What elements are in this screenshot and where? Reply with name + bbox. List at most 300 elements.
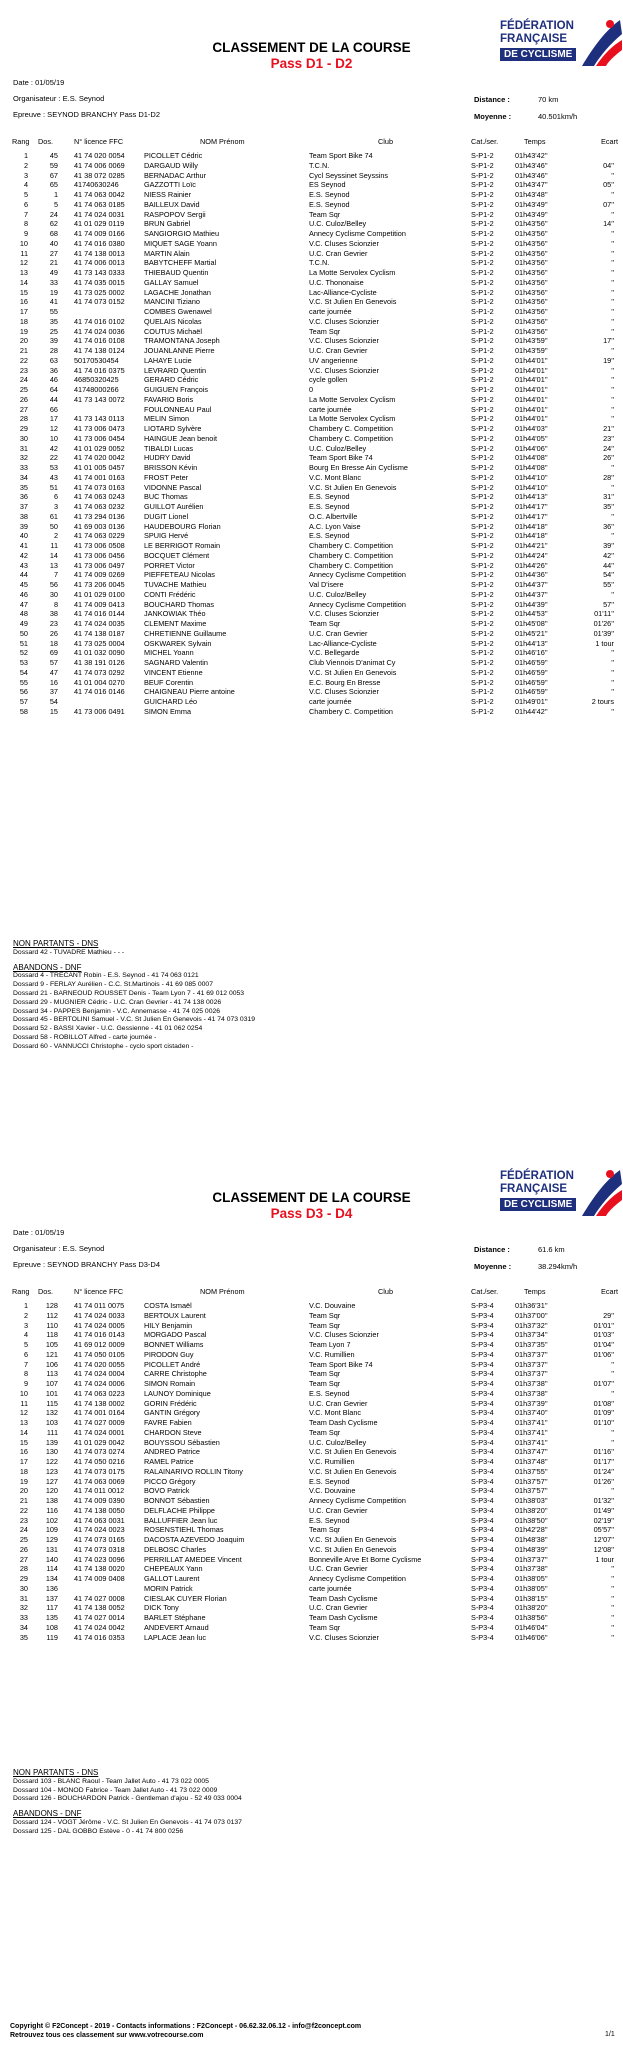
results-rows	[12, 1301, 620, 1642]
cell-time: 01h37'37''	[515, 1349, 548, 1359]
table-row	[12, 609, 620, 619]
cell-time: 01h37'35''	[515, 1340, 548, 1349]
table-row	[12, 551, 620, 561]
cell-time: 01h44'10''	[515, 472, 548, 482]
cell-time: 01h44'03''	[515, 424, 548, 433]
cell-rang: 12	[19, 258, 28, 268]
logo-badge: DE CYCLISME	[500, 1198, 576, 1211]
logo-line1: FÉDÉRATION	[500, 1170, 574, 1182]
cell-name: DELFLACHE Philippe	[144, 1505, 215, 1515]
table-row	[12, 668, 620, 678]
cell-category: S-P1-2	[471, 687, 494, 697]
cell-club: Annecy Cyclisme Competition	[309, 570, 406, 580]
cell-rang: 29	[19, 424, 28, 433]
cell-name: VINCENT Etienne	[144, 667, 203, 677]
cell-club: Chambery C. Competition	[309, 560, 393, 570]
table-row	[12, 190, 620, 200]
cell-gap: 44''	[603, 560, 614, 570]
cell-time: 01h37'32''	[515, 1320, 548, 1330]
cell-licence: 41 74 063 0042	[74, 190, 125, 199]
cell-time: 01h43'56''	[515, 258, 548, 268]
cell-gap: ''	[611, 190, 614, 199]
cell-gap: 29''	[603, 1310, 614, 1320]
cell-category: S-P1-2	[471, 706, 494, 716]
cell-club: V.C. Cluses Scionzier	[309, 365, 379, 375]
cell-dossard: 59	[49, 160, 58, 170]
table-row	[12, 1486, 620, 1496]
cell-licence: 41 74 138 0013	[74, 248, 125, 258]
cell-rang: 57	[19, 697, 28, 706]
cell-category: S-P1-2	[471, 580, 494, 589]
cell-club: carte journée	[309, 1583, 352, 1593]
table-row	[12, 1408, 620, 1418]
cell-time: 01h38'05''	[515, 1574, 548, 1583]
cell-time: 01h45'21''	[515, 628, 548, 638]
cell-time: 01h46'59''	[515, 687, 548, 697]
cell-dossard: 127	[45, 1476, 58, 1486]
cell-gap: 02'19''	[593, 1515, 614, 1525]
cell-gap: 17''	[603, 336, 614, 346]
cell-gap: 12'08''	[593, 1544, 614, 1554]
table-row	[12, 434, 620, 444]
cell-gap: ''	[611, 385, 614, 394]
cell-category: S-P3-4	[471, 1466, 494, 1476]
cell-licence: 41 74 020 0055	[74, 1359, 125, 1369]
cell-category: S-P3-4	[471, 1398, 494, 1408]
cell-name: RAMEL Patrice	[144, 1457, 194, 1466]
table-row	[12, 678, 620, 688]
cell-club: Team Sport Bike 74	[309, 1359, 373, 1369]
cell-gap: 04''	[603, 160, 614, 170]
cell-name: COMBES Gwenawel	[144, 307, 212, 316]
cell-dossard: 42	[49, 443, 58, 453]
table-row	[12, 151, 620, 161]
cell-time: 01h44'53''	[515, 609, 548, 619]
cell-licence: 41 73 006 0454	[74, 433, 125, 443]
dnf-title: ABANDONS - DNF	[13, 962, 82, 972]
cell-club: Team Sqr	[309, 1622, 341, 1632]
cell-name: DUGIT Lionel	[144, 511, 189, 521]
cell-dossard: 14	[49, 550, 58, 560]
table-row	[12, 307, 620, 317]
cell-licence: 41 38 191 0126	[74, 658, 125, 667]
cell-name: GERARD Cédric	[144, 375, 199, 385]
table-row	[12, 1350, 620, 1360]
cell-licence: 41 74 073 0274	[74, 1447, 125, 1457]
table-row	[12, 658, 620, 668]
cell-club: V.C. Cluses Scionzier	[309, 336, 379, 346]
cell-rang: 15	[19, 287, 28, 297]
cell-gap: 01'26''	[593, 619, 614, 628]
cell-club: E.S. Seynod	[309, 531, 350, 541]
table-row	[12, 1574, 620, 1584]
cell-time: 01h44'18''	[515, 531, 548, 541]
race-date: Date : 01/05/19	[13, 1228, 65, 1237]
cell-dossard: 51	[49, 482, 58, 492]
cell-rang: 21	[19, 346, 28, 355]
table-row	[12, 1457, 620, 1467]
cell-gap: ''	[611, 209, 614, 219]
cell-club: Annecy Cyclisme Competition	[309, 599, 406, 609]
cell-time: 01h43'46''	[515, 170, 548, 180]
page-number: 1/1	[605, 2031, 615, 2038]
cell-club: V.C. Mont Blanc	[309, 472, 362, 482]
cell-dossard: 35	[49, 316, 58, 326]
cell-time: 01h42'28''	[515, 1525, 548, 1535]
cell-rang: 8	[23, 219, 28, 229]
cell-gap: ''	[611, 365, 614, 375]
cell-club: Chambery C. Competition	[309, 706, 393, 716]
cell-dossard: 55	[49, 307, 58, 316]
table-row	[12, 1516, 620, 1526]
cell-time: 01h48'38''	[515, 1535, 548, 1544]
cell-category: S-P1-2	[471, 482, 494, 492]
table-row	[12, 697, 620, 707]
cell-club: Chambery C. Competition	[309, 541, 393, 550]
cell-category: S-P1-2	[471, 355, 494, 365]
table-row	[12, 1584, 620, 1594]
cell-name: LAUNOY Dominique	[144, 1388, 211, 1398]
cell-gap: ''	[611, 229, 614, 238]
cell-name: MIQUET SAGE Yoann	[144, 238, 217, 248]
cell-time: 01h43'48''	[515, 190, 548, 199]
cell-licence: 41740630246	[74, 180, 119, 190]
cell-licence: 41 74 016 0380	[74, 238, 125, 248]
cell-club: U.C. Thononaise	[309, 277, 364, 287]
cell-dossard: 64	[49, 385, 58, 394]
cell-club: Team Sqr	[309, 1320, 341, 1330]
cell-category: S-P1-2	[471, 424, 494, 433]
cell-licence: 46850320425	[74, 375, 119, 385]
cell-dossard: 120	[45, 1486, 58, 1496]
cell-name: TUVACHE Mathieu	[144, 580, 207, 589]
table-row	[12, 522, 620, 532]
cell-club: O.C. Albertville	[309, 511, 358, 521]
cell-time: 01h38'56''	[515, 1613, 548, 1622]
cell-category: S-P1-2	[471, 199, 494, 209]
cell-rang: 40	[19, 531, 28, 541]
cell-rang: 28	[19, 414, 28, 424]
cell-licence: 41 01 032 0090	[74, 648, 125, 658]
cell-licence: 41 73 006 0456	[74, 550, 125, 560]
cell-dossard: 139	[45, 1437, 58, 1447]
cell-licence: 41 74 009 0408	[74, 1574, 125, 1583]
cell-gap: ''	[611, 667, 614, 677]
cell-dossard: 49	[49, 268, 58, 277]
table-row	[12, 1438, 620, 1448]
cell-time: 01h44'01''	[515, 375, 548, 385]
cell-club: La Motte Servolex Cyclism	[309, 268, 396, 277]
cell-gap: ''	[611, 1427, 614, 1437]
cell-category: S-P1-2	[471, 385, 494, 394]
cell-club: E.S. Seynod	[309, 1388, 350, 1398]
race-category: Pass D3 - D4	[270, 1206, 353, 1221]
cell-gap: ''	[611, 658, 614, 667]
cell-category: S-P1-2	[471, 248, 494, 258]
cell-category: S-P1-2	[471, 638, 494, 648]
cell-category: S-P3-4	[471, 1583, 494, 1593]
cell-name: GORIN Frédéric	[144, 1398, 197, 1408]
cell-rang: 50	[19, 628, 28, 638]
distance-value: 61.6 km	[538, 1245, 565, 1254]
col-time: Temps	[524, 1287, 546, 1296]
cell-rang: 3	[23, 1320, 28, 1330]
cell-rang: 17	[19, 307, 28, 316]
table-row	[12, 375, 620, 385]
cell-licence: 41 74 006 0069	[74, 160, 125, 170]
cell-time: 01h38'15''	[515, 1593, 548, 1603]
cell-rang: 9	[23, 229, 28, 238]
cell-time: 01h44'01''	[515, 394, 548, 404]
dnf-entry: Dossard 4 - TRECANT Robin - E.S. Seynod - 41 74 063 0121	[13, 972, 199, 980]
cell-gap: 01'03''	[593, 1330, 614, 1340]
cell-name: BEUF Corentin	[144, 677, 194, 687]
page-footer	[10, 2022, 361, 2040]
cell-dossard: 11	[50, 541, 58, 550]
cell-name: VIDONNE Pascal	[144, 482, 202, 492]
cell-rang: 4	[23, 180, 28, 190]
cell-club: V.C. Rumillien	[309, 1349, 355, 1359]
cell-name: ANDEVERT Arnaud	[144, 1622, 209, 1632]
cell-dossard: 103	[45, 1418, 58, 1427]
cell-gap: 1 tour	[595, 1554, 614, 1564]
cell-gap: 1 tour	[595, 638, 614, 648]
race-organizer: Organisateur : E.S. Seynod	[13, 94, 105, 103]
cell-dossard: 109	[45, 1525, 58, 1535]
cell-name: NIESS Rainier	[144, 190, 192, 199]
cell-dossard: 131	[45, 1544, 58, 1554]
col-licence: N° licence FFC	[74, 1287, 124, 1296]
cell-name: CLEMENT Maxime	[144, 619, 207, 628]
cell-time: 01h37'57''	[515, 1476, 548, 1486]
cell-club: Cycl Seyssinet Seyssins	[309, 170, 389, 180]
table-row	[12, 1379, 620, 1389]
cell-rang: 7	[23, 209, 28, 219]
cell-gap: ''	[611, 531, 614, 541]
cell-dossard: 28	[49, 346, 58, 355]
cell-time: 01h43'59''	[515, 336, 548, 346]
cell-name: BAILLEUX David	[144, 199, 200, 209]
table-row	[12, 1321, 620, 1331]
cell-gap: ''	[611, 258, 614, 268]
cell-time: 01h46'16''	[515, 648, 548, 658]
cell-licence: 41 74 016 0102	[74, 316, 125, 326]
cell-name: COSTA Ismaël	[144, 1301, 192, 1310]
cell-name: FAVRE Fabien	[144, 1418, 192, 1427]
cell-category: S-P1-2	[471, 453, 494, 463]
cell-dossard: 39	[49, 336, 58, 346]
cell-dossard: 53	[49, 463, 58, 472]
cell-licence: 41 74 006 0013	[74, 258, 125, 268]
table-row	[12, 1389, 620, 1399]
table-row	[12, 171, 620, 181]
cell-rang: 2	[23, 160, 28, 170]
dns-list	[13, 949, 255, 958]
cell-rang: 31	[19, 1593, 28, 1603]
table-row	[12, 1555, 620, 1565]
cell-gap: ''	[611, 648, 614, 658]
cell-gap: 23''	[603, 433, 614, 443]
cell-gap: 01'04''	[593, 1340, 614, 1349]
results-table-header	[12, 1287, 620, 1297]
cell-club: E.S. Seynod	[309, 1515, 350, 1525]
cell-rang: 5	[23, 190, 28, 199]
race-date: Date : 01/05/19	[13, 78, 65, 87]
cell-gap: ''	[611, 170, 614, 180]
cell-club: V.C. St Julien En Genevois	[309, 1447, 397, 1457]
cell-category: S-P1-2	[471, 297, 494, 307]
cell-licence: 41 74 063 0223	[74, 1388, 125, 1398]
cell-time: 01h37'40''	[515, 1408, 548, 1418]
cell-time: 01h43'56''	[515, 307, 548, 316]
cell-licence: 41 74 024 0031	[74, 209, 125, 219]
cell-licence: 41 74 138 0002	[74, 1398, 125, 1408]
cell-club: U.C. Cran Gevrier	[309, 1603, 368, 1613]
cell-club: U.C. Culoz/Belley	[309, 443, 367, 453]
dns-entry: Dossard 126 - BOUCHARDON Patrick - Gentleman d'ajou - 52 49 033 0004	[13, 1795, 242, 1803]
dns-title: NON PARTANTS - DNS	[13, 939, 99, 948]
cell-club: Team Sqr	[309, 1369, 341, 1379]
cell-dossard: 36	[49, 365, 58, 375]
cell-name: CHAIGNEAU Pierre antoine	[144, 687, 235, 697]
cell-dossard: 19	[49, 287, 58, 297]
cell-rang: 25	[19, 1535, 28, 1544]
cell-club: U.C. Culoz/Belley	[309, 589, 367, 599]
cell-time: 01h37'00''	[515, 1310, 548, 1320]
cell-licence: 41 01 029 0100	[74, 589, 125, 599]
cell-rang: 51	[19, 638, 28, 648]
cell-name: SANGIORGIO Mathieu	[144, 229, 220, 238]
cell-dossard: 22	[49, 453, 58, 463]
cell-time: 01h43'59''	[515, 346, 548, 355]
cell-gap: ''	[611, 375, 614, 385]
cell-gap: ''	[611, 1388, 614, 1398]
cell-club: Bonneville Arve Et Borne Cyclisme	[309, 1554, 422, 1564]
dns-entry: Dossard 42 - TUVADRE Mathieu - - -	[13, 948, 125, 956]
cell-gap: ''	[611, 404, 614, 414]
cell-dossard: 101	[45, 1388, 58, 1398]
cell-name: ANDREO Patrice	[144, 1447, 200, 1457]
cell-category: S-P3-4	[471, 1593, 494, 1603]
cell-dossard: 112	[46, 1310, 58, 1320]
cell-licence: 41 74 138 0187	[74, 628, 125, 638]
cell-time: 01h43'56''	[515, 229, 548, 238]
cell-time: 01h43'56''	[515, 287, 548, 297]
cell-category: S-P1-2	[471, 404, 494, 414]
cell-dossard: 30	[49, 589, 58, 599]
cell-club: U.C. Culoz/Belley	[309, 219, 367, 229]
cell-club: V.C. Mont Blanc	[309, 1408, 362, 1418]
cell-club: T.C.N.	[309, 160, 330, 170]
cell-name: CHEPEAUX Yann	[144, 1564, 203, 1574]
cell-club: Team Dash Cyclisme	[309, 1418, 378, 1427]
table-row	[12, 414, 620, 424]
cell-gap: ''	[611, 1603, 614, 1613]
cell-licence: 41 74 063 0185	[74, 199, 125, 209]
cell-category: S-P1-2	[471, 560, 494, 570]
table-row	[12, 561, 620, 571]
cell-rang: 46	[19, 589, 28, 599]
cell-rang: 30	[19, 433, 28, 443]
cell-time: 01h43'49''	[515, 199, 548, 209]
cell-gap: ''	[611, 511, 614, 521]
cell-licence: 41 01 029 0052	[74, 443, 125, 453]
cell-rang: 14	[19, 1427, 28, 1437]
cell-dossard: 33	[49, 277, 58, 287]
cell-name: FROST Peter	[144, 472, 189, 482]
cell-gap: 01'10''	[593, 1418, 614, 1427]
cell-rang: 24	[19, 375, 28, 385]
table-row	[12, 453, 620, 463]
cell-licence: 41 74 073 0292	[74, 667, 125, 677]
cell-category: S-P3-4	[471, 1379, 494, 1388]
cell-rang: 33	[19, 463, 28, 472]
cell-time: 01h37'41''	[515, 1427, 548, 1437]
table-row	[12, 424, 620, 434]
cell-dossard: 115	[46, 1398, 58, 1408]
cell-club: U.C. Cran Gevrier	[309, 1564, 368, 1574]
cell-time: 01h37'34''	[515, 1330, 548, 1340]
cell-licence: 41 74 027 0014	[74, 1613, 125, 1622]
cell-licence: 41 74 063 0232	[74, 502, 125, 511]
cell-time: 01h43'47''	[515, 180, 548, 190]
cell-category: S-P3-4	[471, 1427, 494, 1437]
cell-club: U.C. Cran Gevrier	[309, 628, 368, 638]
cell-gap: 01'39''	[593, 628, 614, 638]
cell-rang: 30	[19, 1583, 28, 1593]
cell-rang: 26	[19, 1544, 28, 1554]
cell-licence: 41 74 023 0096	[74, 1554, 125, 1564]
cell-club: T.C.N.	[309, 258, 330, 268]
cell-time: 01h38'20''	[515, 1603, 548, 1613]
cell-gap: 36''	[603, 521, 614, 531]
cell-rang: 16	[19, 297, 28, 307]
cell-dossard: 45	[49, 151, 58, 160]
cell-dossard: 24	[49, 209, 58, 219]
cell-licence: 41 01 029 0042	[74, 1437, 125, 1447]
cell-category: S-P1-2	[471, 258, 494, 268]
cell-name: BOVO Patrick	[144, 1486, 190, 1496]
cell-rang: 38	[19, 511, 28, 521]
cell-licence: 41 74 001 0164	[74, 1408, 125, 1418]
cell-club: V.C. St Julien En Genevois	[309, 1466, 397, 1476]
cell-category: S-P3-4	[471, 1457, 494, 1466]
col-gap: Ecart	[600, 137, 618, 146]
cell-name: CONTI Frédéric	[144, 589, 196, 599]
cell-licence: 41 74 024 0004	[74, 1369, 125, 1379]
table-row	[12, 1311, 620, 1321]
cell-gap: 42''	[603, 550, 614, 560]
cell-name: BOUYSSOU Sébastien	[144, 1437, 220, 1447]
cell-gap: ''	[611, 589, 614, 599]
cell-time: 01h43'56''	[515, 268, 548, 277]
cell-category: S-P3-4	[471, 1496, 494, 1505]
cell-club: Chambery C. Competition	[309, 433, 393, 443]
cell-gap: ''	[611, 1437, 614, 1447]
cell-name: PORRET Victor	[144, 560, 195, 570]
cell-gap: ''	[611, 1359, 614, 1369]
table-row	[12, 180, 620, 190]
cell-club: V.C. Bellegarde	[309, 648, 360, 658]
cell-category: S-P1-2	[471, 336, 494, 346]
cell-rang: 24	[19, 1525, 28, 1535]
cell-rang: 23	[19, 365, 28, 375]
dns-list	[13, 1778, 242, 1804]
distance-label: Distance :	[474, 95, 510, 104]
cell-category: S-P1-2	[471, 346, 494, 355]
table-row	[12, 600, 620, 610]
cell-name: TIBALDI Lucas	[144, 443, 194, 453]
